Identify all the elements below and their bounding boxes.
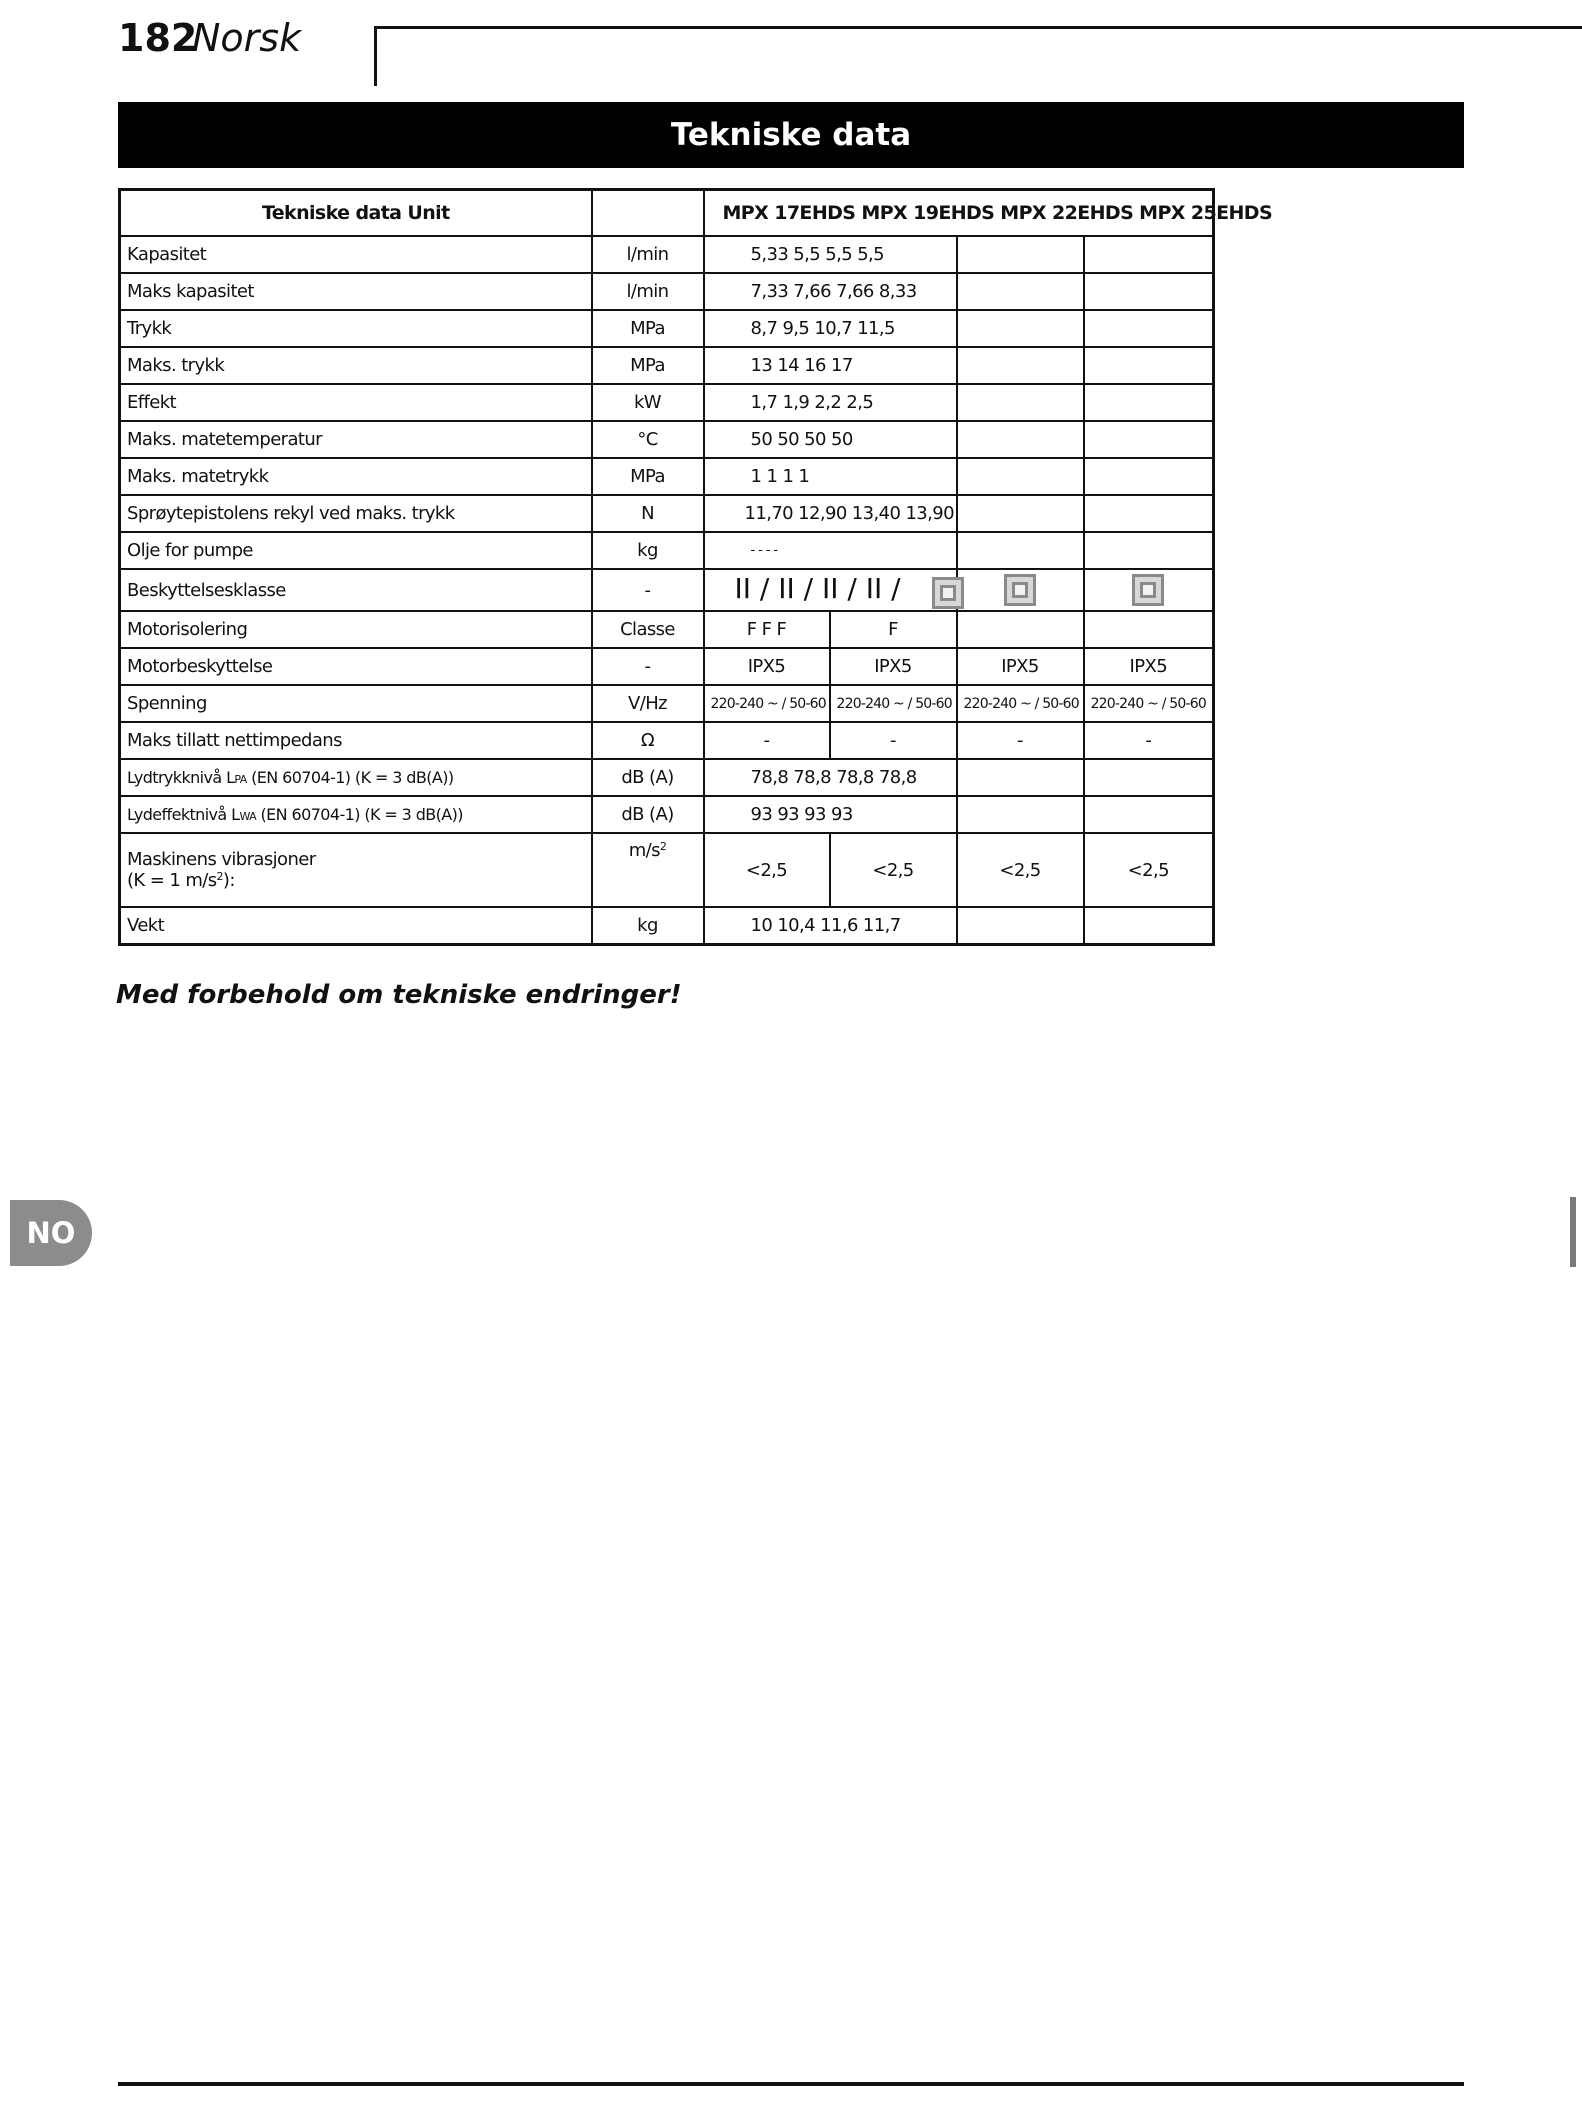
param-superscript: 2 (216, 870, 223, 883)
empty-cell (1084, 611, 1214, 648)
value-cell: 220-240 ~ / 50-60 (830, 685, 957, 722)
unit-cell: kg (592, 907, 704, 945)
values-cell: - - - - (704, 532, 957, 569)
values-cell (704, 569, 957, 611)
value-cell: 220-240 ~ / 50-60 (1084, 685, 1214, 722)
unit-superscript: 2 (659, 840, 667, 853)
table-row (120, 648, 1214, 685)
param-text: Maskinens vibrasjoner (127, 849, 316, 870)
empty-cell (1084, 310, 1214, 347)
param-cell: Olje for pumpe (120, 532, 592, 569)
empty-cell (957, 796, 1084, 833)
unit-cell: MPa (592, 458, 704, 495)
empty-cell (957, 384, 1084, 421)
value-cell: IPX5 (704, 648, 830, 685)
table-row (120, 722, 1214, 759)
param-cell: Maks. matetrykk (120, 458, 592, 495)
empty-cell (1084, 532, 1214, 569)
header-unit (592, 190, 704, 237)
unit-cell: - (592, 648, 704, 685)
param-cell: Kapasitet (120, 236, 592, 273)
value-cell: - (1084, 722, 1214, 759)
param-cell: Vekt (120, 907, 592, 945)
unit-cell: kW (592, 384, 704, 421)
table-row (120, 273, 1214, 310)
unit-cell (592, 833, 704, 907)
empty-cell (1084, 273, 1214, 310)
param-text: (EN 60704-1) (K = 3 dB(A)) (246, 768, 454, 787)
values-cell: 13 14 16 17 (704, 347, 957, 384)
value-cell: - (830, 722, 957, 759)
table-row (120, 310, 1214, 347)
unit-cell: °C (592, 421, 704, 458)
empty-cell (1084, 495, 1214, 532)
value-cell: <2,5 (830, 833, 957, 907)
unit-cell: l/min (592, 273, 704, 310)
param-subscript: WA (239, 810, 257, 823)
values-cell: 78,8 78,8 78,8 78,8 (704, 759, 957, 796)
value-cell: IPX5 (957, 648, 1084, 685)
param-text: ): (222, 870, 235, 891)
unit-text: m/s (628, 840, 660, 861)
value-cell: IPX5 (830, 648, 957, 685)
value-cell: <2,5 (1084, 833, 1214, 907)
value-cell: <2,5 (957, 833, 1084, 907)
empty-cell (957, 310, 1084, 347)
unit-cell: Ω (592, 722, 704, 759)
table-row (120, 796, 1214, 833)
table-row (120, 611, 1214, 648)
table-row (120, 759, 1214, 796)
param-text-line2 (127, 870, 585, 891)
table-row (120, 569, 1214, 611)
empty-cell (1084, 907, 1214, 945)
param-text: (EN 60704-1) (K = 3 dB(A)) (256, 805, 463, 824)
values-cell: 5,33 5,5 5,5 5,5 (704, 236, 957, 273)
unit-cell: N (592, 495, 704, 532)
class-roman-text: II / II / II / II / (734, 571, 901, 605)
param-text: Lydeffektnivå L (127, 805, 240, 824)
empty-cell (1084, 421, 1214, 458)
language-tab: NO (10, 1200, 92, 1266)
values-cell: 7,33 7,66 7,66 8,33 (704, 273, 957, 310)
table-row (120, 495, 1214, 532)
unit-cell: dB (A) (592, 796, 704, 833)
section-title: Tekniske data (118, 102, 1464, 168)
header-divider (374, 26, 377, 86)
class-ii-icon (1132, 574, 1164, 606)
param-cell: Beskyttelsesklasse (120, 569, 592, 611)
page-number: 182 (118, 16, 198, 60)
table-row (120, 532, 1214, 569)
unit-cell: dB (A) (592, 759, 704, 796)
param-cell: Motorbeskyttelse (120, 648, 592, 685)
disclaimer-note: Med forbehold om tekniske endringer! (116, 980, 682, 1010)
param-text: (K = 1 m/s (127, 870, 217, 891)
values-cell: 11,70 12,90 13,40 13,90 (704, 495, 957, 532)
empty-cell (957, 347, 1084, 384)
empty-cell (1084, 759, 1214, 796)
values-cell: 8,7 9,5 10,7 11,5 (704, 310, 957, 347)
param-cell (120, 796, 592, 833)
unit-cell: MPa (592, 310, 704, 347)
value-cell: F (830, 611, 957, 648)
spec-table (118, 188, 1273, 946)
values-cell: 50 50 50 50 (704, 421, 957, 458)
value-cell: - (704, 722, 830, 759)
param-cell: Spenning (120, 685, 592, 722)
header-rule (374, 26, 1582, 29)
empty-cell (1084, 384, 1214, 421)
empty-cell (957, 495, 1084, 532)
unit-cell: l/min (592, 236, 704, 273)
param-cell: Trykk (120, 310, 592, 347)
table-header-row (120, 190, 1214, 237)
param-cell: Maks tillatt nettimpedans (120, 722, 592, 759)
class-ii-icon (932, 577, 964, 609)
table-row (120, 458, 1214, 495)
empty-cell (957, 611, 1084, 648)
table-row (120, 907, 1214, 945)
empty-cell (1084, 796, 1214, 833)
values-cell: 93 93 93 93 (704, 796, 957, 833)
value-cell: F F F (704, 611, 830, 648)
param-cell: Effekt (120, 384, 592, 421)
param-cell: Maks kapasitet (120, 273, 592, 310)
values-cell: 1,7 1,9 2,2 2,5 (704, 384, 957, 421)
empty-cell (957, 458, 1084, 495)
empty-cell (957, 236, 1084, 273)
class-ii-icon (1004, 574, 1036, 606)
table-row (120, 685, 1214, 722)
header-param: Tekniske data Unit (120, 190, 592, 237)
unit-cell: - (592, 569, 704, 611)
page-language: Norsk (192, 16, 302, 60)
param-cell: Sprøytepistolens rekyl ved maks. trykk (120, 495, 592, 532)
page-edge-marker (1570, 1197, 1576, 1267)
empty-cell (1084, 236, 1214, 273)
table-row (120, 384, 1214, 421)
icon-cell (1084, 569, 1214, 611)
header-models: MPX 17EHDS MPX 19EHDS MPX 22EHDS MPX 25EHDS (704, 190, 1214, 237)
unit-cell: MPa (592, 347, 704, 384)
empty-cell (957, 907, 1084, 945)
unit-cell: V/Hz (592, 685, 704, 722)
empty-cell (1084, 347, 1214, 384)
value-cell: IPX5 (1084, 648, 1214, 685)
param-cell: Maks. trykk (120, 347, 592, 384)
empty-cell (1084, 458, 1214, 495)
table-row (120, 833, 1214, 907)
param-subscript: PA (234, 773, 247, 786)
table-row (120, 421, 1214, 458)
empty-cell (957, 759, 1084, 796)
value-cell: 220-240 ~ / 50-60 (704, 685, 830, 722)
param-cell (120, 759, 592, 796)
footer-rule (118, 2082, 1464, 2086)
value-cell: 220-240 ~ / 50-60 (957, 685, 1084, 722)
table-row (120, 347, 1214, 384)
unit-cell: kg (592, 532, 704, 569)
param-cell: Maks. matetemperatur (120, 421, 592, 458)
param-text: Lydtrykknivå L (127, 768, 235, 787)
param-cell: Motorisolering (120, 611, 592, 648)
values-cell: 1 1 1 1 (704, 458, 957, 495)
value-cell: - (957, 722, 1084, 759)
param-cell (120, 833, 592, 907)
values-cell: 10 10,4 11,6 11,7 (704, 907, 957, 945)
unit-cell: Classe (592, 611, 704, 648)
empty-cell (957, 421, 1084, 458)
empty-cell (957, 273, 1084, 310)
icon-cell (957, 569, 1084, 611)
table-row (120, 236, 1214, 273)
value-cell: <2,5 (704, 833, 830, 907)
empty-cell (957, 532, 1084, 569)
